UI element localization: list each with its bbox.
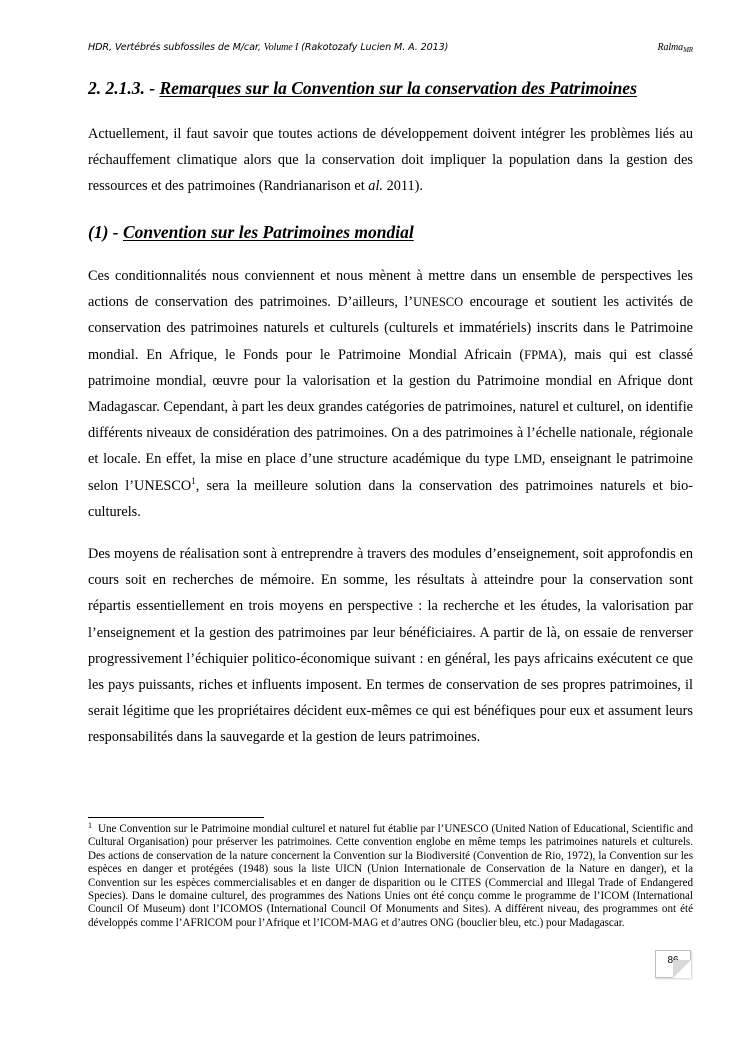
page-corner-fold <box>673 960 691 978</box>
paragraph-intro: Actuellement, il faut savoir que toutes actions de développement doivent intégrer les problèmes liés au réchauffement climatique alors que la conservation doit impliquer la population dans la gestion des ressources et des patrimoines (Randrianarison et al. 2011). <box>88 126 693 195</box>
subsection-heading: (1) - Convention sur les Patrimoines mondial <box>88 222 414 242</box>
footnote-mark: 1 <box>88 821 92 830</box>
footnote-reference[interactable]: 1 <box>191 475 196 486</box>
section-heading: 2. 2.1.3. - Remarques sur la Convention sur la conservation des Patrimoines <box>88 78 637 98</box>
paragraph-conventions: Ces conditionnalités nous conviennent et nous mènent à mettre dans un ensemble de perspectives les actions de conservation des patrimoines. D’ailleurs, l’UNESCO encourage et soutient les activités de conservation des patrimoines naturels et culturels (culturels et immatériels) inscrits dans le Patrimoine mondial. En Afrique, le Fonds pour le Patrimoine Mondial Africain (FPMA), mais qui est classé patrimoine mondial, œuvre pour la valorisation et la gestion du Patrimoine mondial en Afrique dont Madagascar. Cependant, à part les deux grandes catégories de patrimoines, naturel et culturel, on identifie différents niveaux de considération des patrimoines. On a des patrimoines à l’échelle nationale, régionale et locale. En effet, la mise en place d’une structure académique du type LMD, enseignant le patrimoine selon l’UNESCO$^1$, sera la meilleure solution dans la conservation des patrimoines naturels et bio-culturels. <box>88 268 694 520</box>
paragraph-means: Des moyens de réalisation sont à entreprendre à travers des modules d’enseignement, soit approfondis en cours soit en recherches de mémoire. En somme, les résultats à atteindre pour la conservation sont répartis essentiellement en trois moyens en perspective : la recherche et les études, la valorisation par l’enseignement et la gestion des patrimoines par leur bénéficiaires. A partir de là, on essaie de renverser progressivement l’échiquier politico-économique suivant : en général, les pays africains exécutent ce que les pays puissants, riches et influents imposent. En termes de conservation de ses propres patrimoines, il serait légitime que les propriétaires décident eux-mêmes ce qui est bénéfiques pour eux et assument leurs responsabilités dans la sauvegarde et la gestion de leurs patrimoines. <box>88 546 693 746</box>
footnote-divider <box>88 817 264 818</box>
header-author-mark: Ralma$_{MR}$ <box>657 42 693 54</box>
page-number-box <box>655 950 691 978</box>
page-number: 86 <box>667 955 679 966</box>
header-citation: HDR, Vertébrés subfossiles de M/car, Volume I (Rakotozafy Lucien M. A. 2013) <box>88 42 449 53</box>
footnote: $^1$ Une Convention sur le Patrimoine mondial culturel et naturel fut établie par l’UNESCO (United Nation of Educational, Scientific and Cultural Organisation) pour préserver les patrimoines. Cette convention englobe en même temps les patrimoines naturels et culturels. Des actions de conservation de la nature concernent la Convention sur la Biodiversité (Convention de Rio, 1972), la Convention sur les espèces en danger et protégées (1948) sous la liste UICN (Union Internationale de Conservation de la Nature en danger), et la Convention sur les espèces commercialisables et en danger de disparition ou le CITES (Commercial and Illegal Trade of Endangered Species). Dans le domaine culturel, des programmes des Nations Unies ont été conçu comme le programme de l’ICOM (International Council Of Museum) dont l’ICOMOS (International Council Of Monuments and Sites). A différent niveau, des programmes ont été développés comme l’AFRICOM pour l’Afrique et l’ICOM-MAG et d’autres ONG (bouclier bleu, etc.) pour Madagascar. <box>88 821 693 929</box>
